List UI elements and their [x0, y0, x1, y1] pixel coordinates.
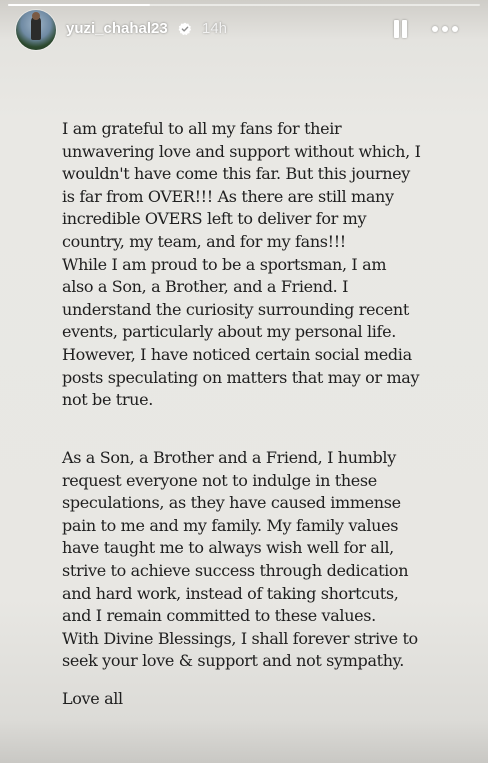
- more-horizontal-icon: [432, 26, 438, 32]
- story-progress-fill: [8, 4, 150, 6]
- message-line: While I am proud to be a sportsman, I am: [62, 254, 387, 274]
- message-line: and hard work, instead of taking shortcuts,: [62, 583, 399, 603]
- message-line: not be true.: [62, 390, 153, 410]
- message-line: I am grateful to all my fans for their: [62, 119, 342, 138]
- username[interactable]: yuzi_chahal23: [66, 20, 168, 37]
- message-line: speculations, as they have caused immense: [62, 493, 401, 513]
- message-paragraph-1: [62, 118, 462, 412]
- message-line: incredible OVERS left to deliver for my: [62, 209, 367, 229]
- more-options-button[interactable]: [430, 20, 460, 38]
- message-line: seek your love & support and not sympathy.: [62, 651, 404, 671]
- avatar-head: [32, 12, 40, 20]
- message-line: country, my team, and for my fans!!!: [62, 231, 346, 251]
- post-time: 14h: [202, 20, 228, 37]
- pause-icon-bar: [402, 20, 407, 38]
- verified-badge-icon: [178, 22, 192, 36]
- message-line: With Divine Blessings, I shall forever strive to: [62, 628, 418, 648]
- message-line: As a Son, a Brother and a Friend, I humbly: [62, 448, 396, 467]
- message-line: have taught me to always wish well for all,: [62, 538, 394, 558]
- message-line: unwavering love and support without which, I: [62, 141, 421, 161]
- message-line: However, I have noticed certain social media: [62, 344, 412, 364]
- message-line: wouldn't have come this far. But this journey: [62, 164, 410, 184]
- message-line: also a Son, a Brother, and a Friend. I: [62, 277, 349, 297]
- message-paragraph-2: [62, 447, 462, 673]
- message-line: pain to me and my family. My family values: [62, 515, 399, 535]
- avatar[interactable]: [16, 10, 56, 50]
- closing-line: Love all: [62, 689, 123, 708]
- message-line: events, particularly about my personal life.: [62, 322, 396, 342]
- pause-icon: [394, 20, 399, 38]
- message-line: request everyone not to indulge in these: [62, 470, 377, 490]
- message-line: is far from OVER!!! As there are still many: [62, 186, 394, 206]
- more-dot: [442, 26, 448, 32]
- message-closing: [62, 688, 462, 711]
- story-progress-bar: [8, 4, 480, 6]
- message-line: understand the curiosity surrounding recent: [62, 299, 409, 319]
- message-line: posts speculating on matters that may or may: [62, 367, 420, 387]
- more-dot: [452, 26, 458, 32]
- message-line: strive to achieve success through dedication: [62, 560, 409, 580]
- message-line: and I remain committed to these values.: [62, 606, 376, 626]
- story-header: [0, 10, 488, 50]
- pause-button[interactable]: [392, 18, 408, 40]
